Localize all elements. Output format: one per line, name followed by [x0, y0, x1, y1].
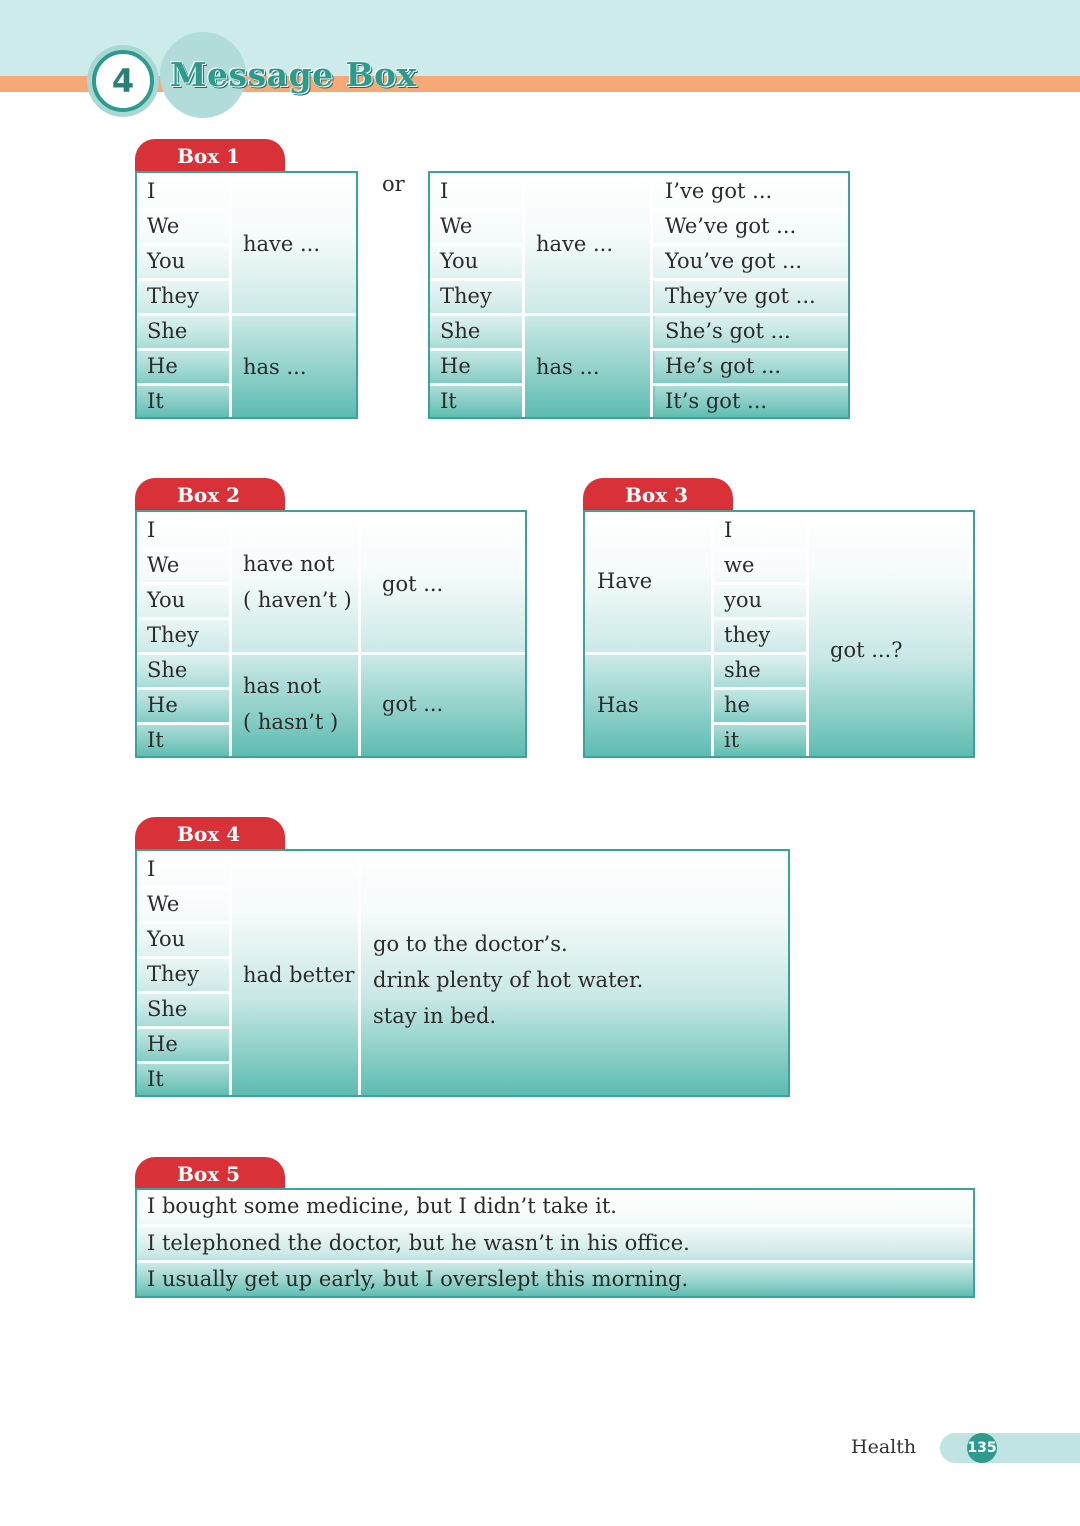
box1b-pronoun: It: [430, 385, 522, 418]
box3-pronoun: you: [714, 584, 806, 617]
box5-sentence: I telephoned the doctor, but he wasn’t in his office.: [137, 1226, 973, 1261]
box1b-contraction: You’ve got ...: [655, 245, 848, 278]
box3-pronoun: she: [714, 654, 806, 687]
box1b-contraction: I’ve got ...: [655, 175, 848, 208]
box1-pronoun: It: [137, 385, 229, 418]
box1b-pronoun: You: [430, 245, 522, 278]
box4-pronoun: I: [137, 853, 229, 886]
box5-sentence: I bought some medicine, but I didn’t take it.: [137, 1190, 973, 1225]
box3-got: got ...?: [830, 638, 903, 662]
box2-pronoun: It: [137, 724, 229, 757]
box4-option: go to the doctor’s.: [373, 932, 568, 956]
box2-got-bottom: got ...: [382, 692, 444, 716]
box4-pronoun: You: [137, 923, 229, 956]
box1b-pronoun: He: [430, 350, 522, 383]
page-number: 135: [967, 1433, 997, 1463]
box1b-contraction: We’ve got ...: [655, 210, 848, 243]
box4-pronoun: She: [137, 993, 229, 1026]
box1-have: have ...: [243, 232, 321, 256]
box4-pronoun: It: [137, 1063, 229, 1096]
box4-option: stay in bed.: [373, 1004, 497, 1028]
box1-pronoun: We: [137, 210, 229, 243]
box1-pronoun: They: [137, 280, 229, 313]
box2-pronoun: You: [137, 584, 229, 617]
footer-unit-label: Health: [851, 1436, 917, 1458]
box3-table: [583, 510, 975, 758]
box2-table: [135, 510, 527, 758]
box4-pronoun: He: [137, 1028, 229, 1061]
box2-hasnt: ( hasn’t ): [243, 710, 339, 734]
box1-pronoun: I: [137, 175, 229, 208]
box3-pronoun: we: [714, 549, 806, 582]
box3-tab: Box 3: [583, 478, 733, 512]
section-title: Message Box: [170, 55, 417, 94]
box1-pronoun: He: [137, 350, 229, 383]
box2-havent: ( haven’t ): [243, 588, 352, 612]
box1b-contraction: They’ve got ...: [655, 280, 848, 313]
box2-have-not: have not: [243, 552, 335, 576]
box5-table: [135, 1188, 975, 1298]
box3-has: Has: [597, 693, 639, 717]
box1b-pronoun: I: [430, 175, 522, 208]
box4-had-better: had better: [243, 963, 355, 987]
box1b-have: have ...: [536, 232, 614, 256]
box1-pronoun: You: [137, 245, 229, 278]
box1-has: has ...: [243, 355, 307, 379]
page-number-bar: [940, 1433, 1080, 1463]
box2-pronoun: He: [137, 689, 229, 722]
box4-table: [135, 849, 790, 1097]
box1-tab: Box 1: [135, 139, 285, 173]
box3-pronoun: they: [714, 619, 806, 652]
box2-pronoun: I: [137, 514, 229, 547]
box1b-contraction: It’s got ...: [655, 385, 848, 418]
box5-tab: Box 5: [135, 1157, 285, 1191]
box4-pronoun: They: [137, 958, 229, 991]
box2-pronoun: She: [137, 654, 229, 687]
box4-pronoun: We: [137, 888, 229, 921]
box1b-has: has ...: [536, 355, 600, 379]
box3-pronoun: I: [714, 514, 806, 547]
box1-pronoun: She: [137, 315, 229, 348]
box3-pronoun: it: [714, 724, 806, 757]
box2-has-not: has not: [243, 674, 322, 698]
box1b-table: [428, 171, 850, 419]
box2-got-top: got ...: [382, 572, 444, 596]
box2-tab: Box 2: [135, 478, 285, 512]
box4-option: drink plenty of hot water.: [373, 968, 644, 992]
box3-have: Have: [597, 569, 653, 593]
box3-pronoun: he: [714, 689, 806, 722]
box5-sentence: I usually get up early, but I overslept this morning.: [137, 1262, 973, 1297]
box1b-contraction: She’s got ...: [655, 315, 848, 348]
section-number-badge: 4: [92, 50, 154, 112]
box2-pronoun: They: [137, 619, 229, 652]
box1b-contraction: He’s got ...: [655, 350, 848, 383]
box1b-pronoun: We: [430, 210, 522, 243]
or-label: or: [382, 172, 405, 196]
box1b-pronoun: She: [430, 315, 522, 348]
box1-table: [135, 171, 358, 419]
box4-tab: Box 4: [135, 817, 285, 851]
box1b-pronoun: They: [430, 280, 522, 313]
box2-pronoun: We: [137, 549, 229, 582]
